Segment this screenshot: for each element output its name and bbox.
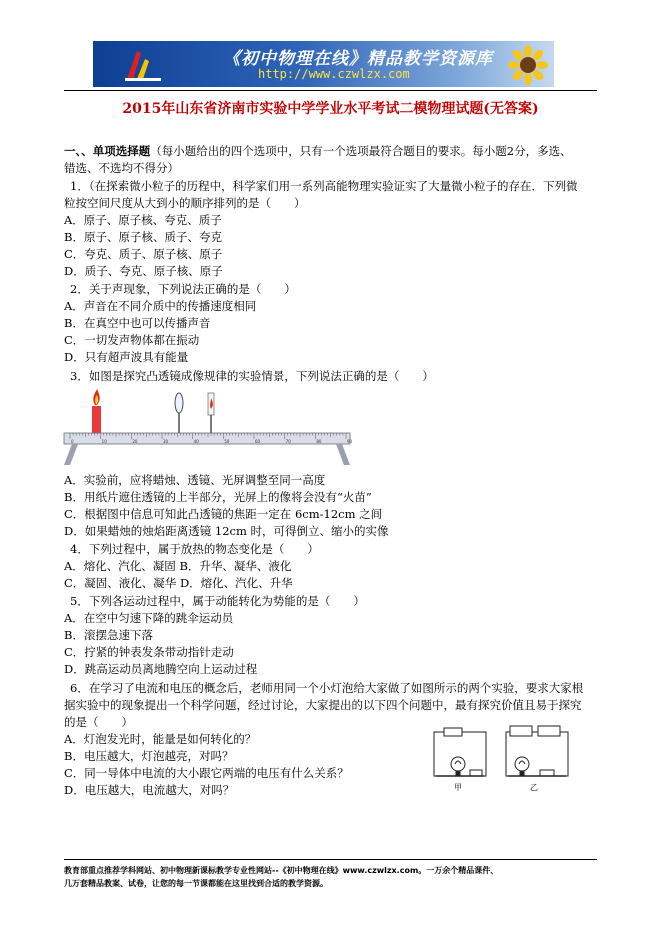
q2-option-d: D．只有超声波具有能量 [64,350,189,364]
q4-options-row-1: A．熔化、汽化、凝固 B．升华、凝华、液化 [64,559,292,573]
candle-icon [92,389,101,433]
q6-option-a: A．灯泡发光时，能量是如何转化的？ [64,732,257,746]
q2-option-c: C．一切发声物体都在振动 [64,333,200,347]
ruler-label: 40 [193,439,199,444]
q3-stem: 3．如图是探究凸透镜成像规律的实验情景，下列说法正确的是（ ） [70,369,434,383]
q3-option-b: B．用纸片遮住透镜的上半部分，光屏上的像将会没有“火苗” [64,490,372,504]
q1-option-d: D．质子、夸克、原子核、原子 [64,264,223,278]
section-note: （每小题给出的四个选项中，只有一个选项最符合题目的要求。每小题2分，多选、 [150,144,572,158]
section-heading-line [64,143,572,159]
ruler [64,433,353,444]
section-heading: 一、、单项选择题 [64,144,151,158]
ruler-label: 10 [101,439,107,444]
q5-option-c: C．拧紧的钟表发条带动指针走动 [64,645,234,659]
q1-option-b: B．原子、原子核、质子、夸克 [64,230,222,244]
q1-option-c: C．夸克、质子、原子核、原子 [64,247,223,261]
ruler-label: 80 [316,439,322,444]
optical-bench-figure [62,389,354,467]
light-screen-icon [208,393,214,433]
sunflower-icon [508,45,548,85]
q5-option-d: D．跳高运动员离地腾空向上运动过程 [64,662,258,676]
q5-option-b: B．滚摆急速下落 [64,628,153,642]
footer-rule [64,859,597,860]
q2-option-b: B．在真空中也可以传播声音 [64,316,211,330]
q6-option-d: D．电压越大，电流越大，对吗？ [64,783,235,797]
q6-option-b: B．电压越大，灯泡越亮，对吗？ [64,749,234,763]
q4-stem: 4．下列过程中，属于放热的物态变化是（ ） [70,542,319,556]
page-title: 2015年山东省济南市实验中学学业水平考试二模物理试题(无答案) [122,101,539,117]
convex-lens-icon [175,393,183,433]
q1-option-a: A．原子、原子核、夸克、质子 [64,213,222,227]
fig-label-yi: 乙 [530,783,538,792]
q1-stem: 1．（在探索微小粒子的历程中，科学家们用一系列高能物理实验证实了大量微小粒子的存在．下列微 [70,179,578,193]
q6-stem-cont-2: 的是（ ） [64,715,133,729]
footer-line-2: 几万套精品教案、试卷，让您的每一节课都能在这里找到合适的教学资源。 [64,879,328,888]
q5-option-a: A．在空中匀速下降的跳伞运动员 [64,611,234,625]
q5-stem: 5．下列各运动过程中，属于动能转化为势能的是（ ） [70,594,365,608]
ruler-label: 70 [285,439,291,444]
ruler-label: 30 [163,439,169,444]
header-rule [64,90,597,91]
banner-url: http://www.czwlzx.com [258,67,410,81]
circuit-yi-icon [506,726,568,776]
site-logo-icon [123,45,163,83]
ruler-label: 0 [71,439,74,444]
q2-stem: 2．关于声现象，下列说法正确的是（ ） [70,282,296,296]
ruler-label: 90 [347,439,353,444]
q2-option-a: A．声音在不同介质中的传播速度相同 [64,299,257,313]
ruler-label: 50 [224,439,230,444]
q1-stem-cont: 粒按空间尺度从大到小的顺序排列的是（ ） [64,196,306,210]
banner-title: 《初中物理在线》精品教学资源库 [223,49,493,69]
q3-option-d: D．如果蜡烛的烛焰距离透镜 12cm 时，可得倒立、缩小的实像 [64,524,389,538]
q6-option-c: C．同一导体中电流的大小跟它两端的电压有什么关系？ [64,766,349,780]
ruler-label: 60 [255,439,261,444]
footer-line-1: 教育部重点推荐学科网站、初中物理新课标教学专业性网站--《初中物理在线》www.czwlzx.com。一万余个精品课件、 [64,866,499,875]
ruler-label: 20 [132,439,138,444]
section-note-cont: 错选、不选均不得分） [64,161,179,175]
q3-option-c: C．根据图中信息可知此凸透镜的焦距一定在 6cm-12cm 之间 [64,507,383,521]
q6-stem: 6．在学习了电流和电压的概念后，老师用同一个小灯泡给大家做了如图所示的两个实验，要求大家根 [70,681,584,695]
q4-options-row-2: C．凝固、液化、凝华 D．熔化、汽化、升华 [64,576,293,590]
site-banner [93,41,554,87]
q3-option-a: A．实验前，应将蜡烛、透镜、光屏调整至同一高度 [64,473,326,487]
fig-label-jia: 甲 [454,783,462,792]
circuit-jia-icon [434,728,486,776]
circuit-figure [428,724,578,796]
q6-stem-cont-1: 据实验中的现象提出一个科学问题，经过讨论，大家提出的以下四个问题中，最有探究价值且易于探究 [64,698,582,712]
